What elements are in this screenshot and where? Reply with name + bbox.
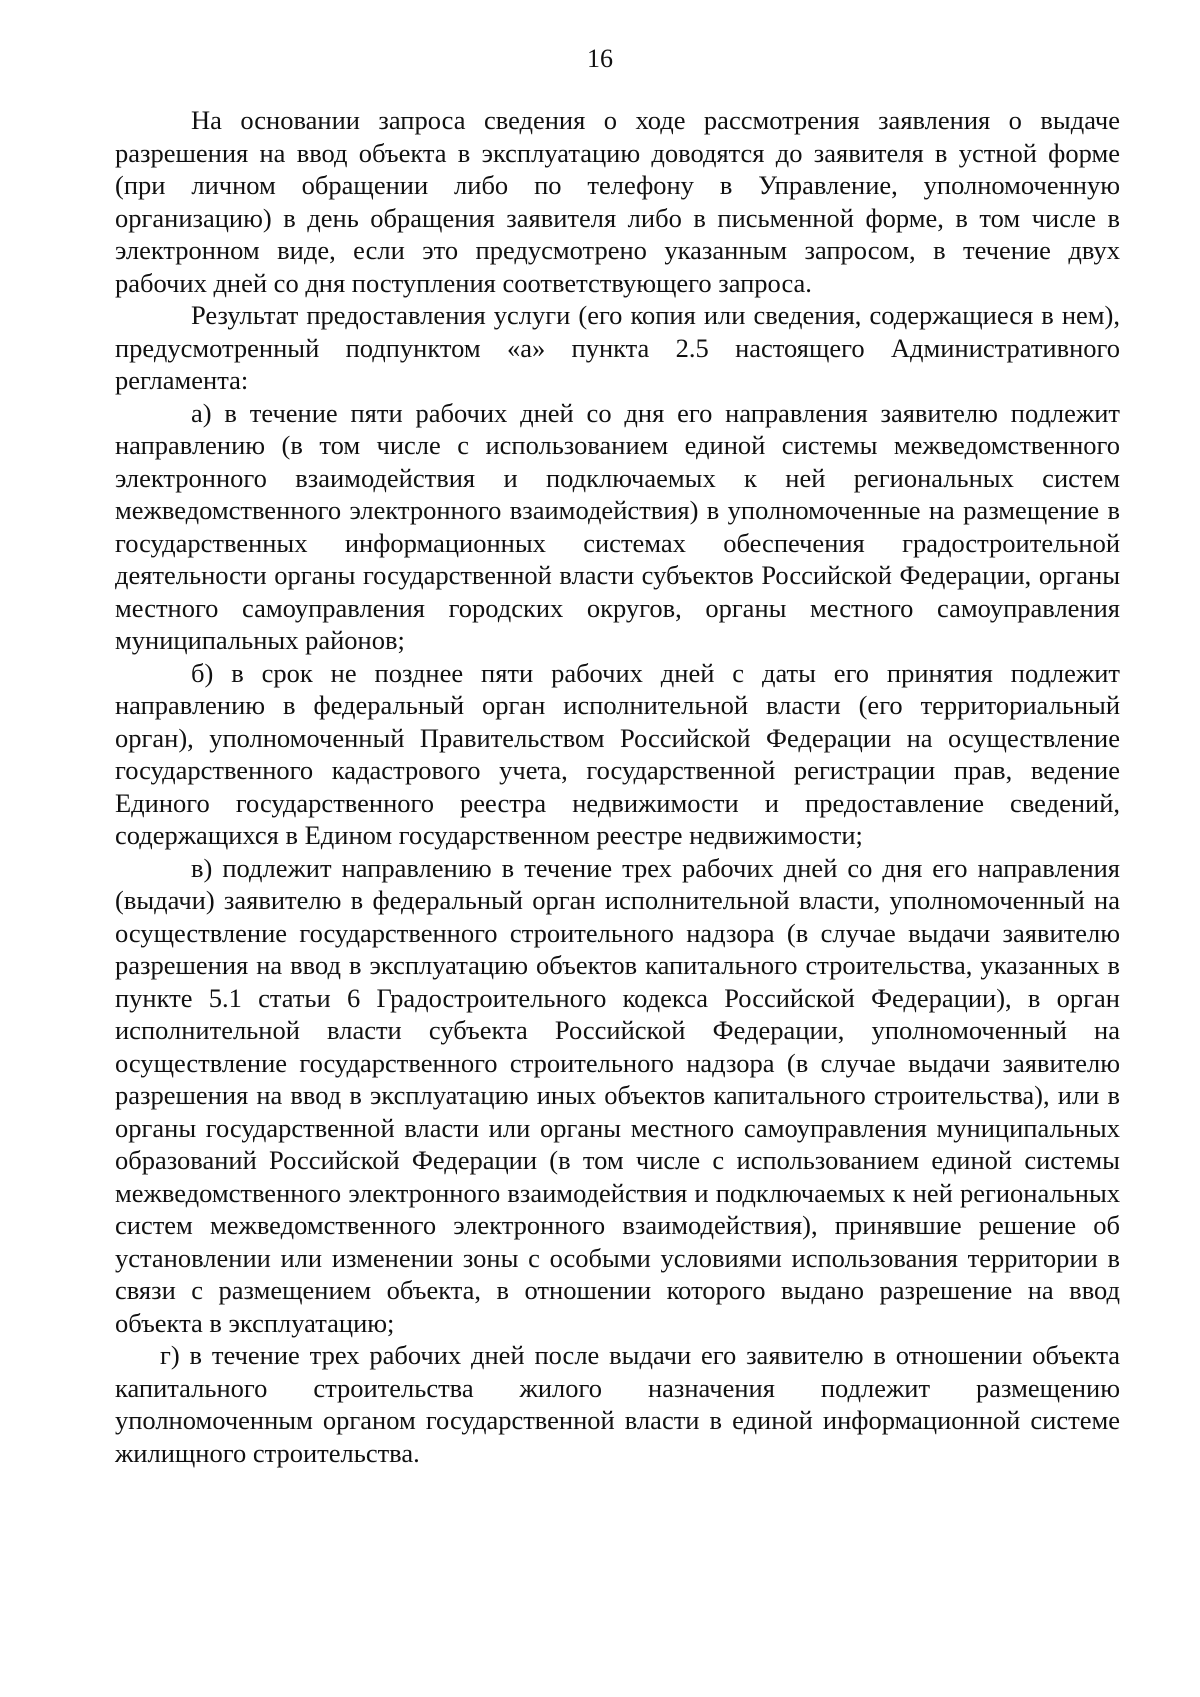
paragraph-item-g: г) в течение трех рабочих дней после выдачи его заявителю в отношении объекта капитального строительства жилого назначения подлежит размещению уполномоченным органом государственной власти в единой информационной системе жилищного строительства.: [115, 1340, 1120, 1468]
page-number: 16: [587, 44, 613, 73]
paragraph-item-b: б) в срок не позднее пяти рабочих дней с даты его принятия подлежит направлению в федеральный орган исполнительной власти (его территориальный орган), уполномоченный Правительством Российской Федерации на осуществление государственного кадастрового учета, государственной регистрации прав, ведение Единого государственного реестра недвижимости и предоставление сведений, содержащихся в Едином государственном реестре недвижимости;: [115, 657, 1120, 850]
paragraph-service-result: Результат предоставления услуги (его копия или сведения, содержащиеся в нем), предусмотренный подпунктом «а» пункта 2.5 настоящего Административного регламента:: [115, 300, 1120, 395]
document-body: [115, 104, 1120, 1469]
paragraph-request-info: На основании запроса сведения о ходе рассмотрения заявления о выдаче разрешения на ввод объекта в эксплуатацию доводятся до заявителя в устной форме (при личном обращении либо по телефону в Управление, уполномоченную организацию) в день обращения заявителя либо в письменной форме, в том числе в электронном виде, если это предусмотрено указанным запросом, в течение двух рабочих дней со дня поступления соответствующего запроса.: [115, 105, 1120, 298]
paragraph-item-a: а) в течение пяти рабочих дней со дня его направления заявителю подлежит направлению (в том числе с использованием единой системы межведомственного электронного взаимодействия и подключаемых к ней региональных систем межведомственного электронного взаимодействия) в уполномоченные на размещение в государственных информационных системах обеспечения градостроительной деятельности органы государственной власти субъектов Российской Федерации, органы местного самоуправления городских округов, органы местного самоуправления муниципальных районов;: [115, 397, 1120, 655]
paragraph-item-v: в) подлежит направлению в течение трех рабочих дней со дня его направления (выдачи) заявителю в федеральный орган исполнительной власти, уполномоченный на осуществление государственного строительного надзора (в случае выдачи заявителю разрешения на ввод в эксплуатацию объектов капитального строительства, указанных в пункте 5.1 статьи 6 Градостроительного кодекса Российской Федерации), в орган исполнительной власти субъекта Российской Федерации, уполномоченный на осуществление государственного строительного надзора (в случае выдачи заявителю разрешения на ввод в эксплуатацию иных объектов капитального строительства), или в органы государственной власти или органы местного самоуправления муниципальных образований Российской Федерации (в том числе с использованием единой системы межведомственного электронного взаимодействия и подключаемых к ней региональных систем межведомственного электронного взаимодействия), принявшие решение об установлении или изменении зоны с особыми условиями использования территории в связи с размещением объекта, в отношении которого выдано разрешение на ввод объекта в эксплуатацию;: [115, 852, 1120, 1338]
